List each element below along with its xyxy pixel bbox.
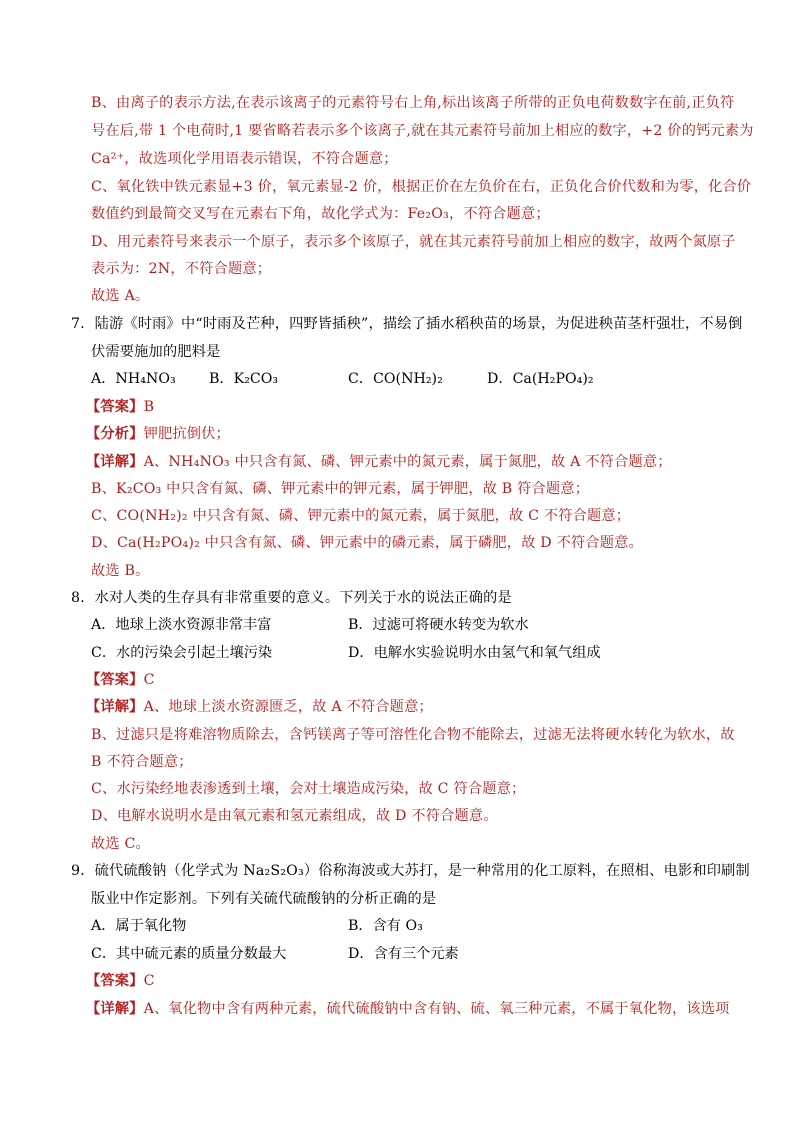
option-b: B．过滤可将硬水转变为软水 bbox=[348, 617, 529, 633]
text-line: 号在后,带 1 个电荷时,1 要省略若表示多个该离子,就在其元素符号前加上相应的数字，+2 价的钙元素为 bbox=[91, 123, 754, 139]
detail-tag: 【详解】 bbox=[86, 699, 144, 715]
detail-text: A、地球上淡水资源匮乏，故 A 不符合题意； bbox=[143, 699, 433, 715]
answer-line bbox=[86, 971, 155, 991]
text-line: C、水污染经地表渗透到土壤，会对土壤造成污染，故 C 符合题意； bbox=[91, 781, 526, 797]
answer-line bbox=[86, 397, 154, 417]
option-b: B．K₂CO₃ bbox=[209, 371, 279, 387]
option-a: A．地球上淡水资源非常丰富 bbox=[91, 617, 272, 633]
text-line: 数值约到最简交叉写在元素右下角，故化学式为：Fe₂O₃，不符合题意； bbox=[91, 206, 550, 222]
text-line: 故选 A。 bbox=[91, 288, 150, 304]
text-line: D、电解水说明水是由氧元素和氢元素组成，故 D 不符合题意。 bbox=[91, 808, 498, 824]
answer-value: C bbox=[143, 973, 155, 989]
answer-tag: 【答案】 bbox=[86, 973, 144, 989]
answer-tag: 【答案】 bbox=[86, 399, 144, 415]
option-a: A．属于氧化物 bbox=[91, 918, 187, 934]
text-line: B、K₂CO₃ 中只含有氮、磷、钾元素中的钾元素，属于钾肥，故 B 符合题意； bbox=[91, 481, 590, 497]
analysis-tag: 【分析】 bbox=[86, 426, 144, 442]
text-line: B 不符合题意； bbox=[91, 754, 193, 770]
option-c: C．其中硫元素的质量分数最大 bbox=[91, 946, 287, 962]
text-line: B、过滤只是将难溶物质除去，含钙镁离子等可溶性化合物不能除去，过滤无法将硬水转化为软水，故 bbox=[91, 727, 735, 743]
answer-value: C bbox=[143, 672, 155, 688]
text-line: 故选 C。 bbox=[91, 836, 150, 852]
analysis-line bbox=[86, 424, 230, 444]
detail-line bbox=[86, 452, 672, 472]
text-line: Ca²⁺，故选项化学用语表示错误，不符合题意； bbox=[91, 151, 398, 167]
question-7-stem: 7．陆游《时雨》中“时雨及芒种，四野皆插秧”，描绘了插水稻秧苗的场景，为促进秧苗茎杆强壮，不易倒 bbox=[71, 316, 743, 332]
question-8-stem: 8．水对人类的生存具有非常重要的意义。下列关于水的说法正确的是 bbox=[71, 590, 512, 606]
text-line: 表示为：2N，不符合题意； bbox=[91, 261, 272, 277]
detail-tag: 【详解】 bbox=[86, 454, 144, 470]
text-line: 故选 B。 bbox=[91, 563, 150, 579]
question-9-stem-cont: 版业中作定影剂。下列有关硫代硫酸钠的分析正确的是 bbox=[91, 891, 437, 907]
detail-text: A、NH₄NO₃ 中只含有氮、磷、钾元素中的氮元素，属于氮肥，故 A 不符合题意； bbox=[143, 454, 672, 470]
text-line: D、用元素符号来表示一个原子，表示多个该原子，就在其元素符号前加上相应的数字，故两个氮原子 bbox=[91, 234, 736, 250]
text-line: D、Ca(H₂PO₄)₂ 中只含有氮、磷、钾元素中的磷元素，属于磷肥，故 D 不符合题意。 bbox=[91, 535, 643, 551]
option-d: D．电解水实验说明水由氢气和氧气组成 bbox=[348, 645, 601, 661]
question-7-stem-cont: 伏需要施加的肥料是 bbox=[91, 344, 221, 360]
option-d: D．Ca(H₂PO₄)₂ bbox=[487, 371, 594, 387]
text-line: B、由离子的表示方法,在表示该离子的元素符号右上角,标出该离子所带的正负电荷数数字在前,正负符 bbox=[91, 95, 735, 111]
analysis-text: 钾肥抗倒伏； bbox=[143, 426, 230, 442]
option-b: B．含有 O₃ bbox=[348, 918, 423, 934]
detail-text: A、氧化物中含有两种元素，硫代硫酸钠中含有钠、硫、氧三种元素，不属于氧化物，该选项 bbox=[143, 1001, 730, 1017]
question-9-stem: 9．硫代硫酸钠（化学式为 Na₂S₂O₃）俗称海波或大苏打，是一种常用的化工原料，在照相、电影和印刷制 bbox=[71, 863, 750, 879]
option-c: C．水的污染会引起土壤污染 bbox=[91, 645, 273, 661]
answer-line bbox=[86, 670, 155, 690]
option-d: D．含有三个元素 bbox=[348, 946, 459, 962]
detail-line bbox=[86, 999, 730, 1019]
text-line: C、CO(NH₂)₂ 中只含有氮、磷、钾元素中的氮元素，属于氮肥，故 C 不符合题意； bbox=[91, 508, 631, 524]
option-a: A．NH₄NO₃ bbox=[91, 371, 176, 387]
answer-value: B bbox=[143, 399, 155, 415]
detail-line bbox=[86, 697, 433, 717]
answer-tag: 【答案】 bbox=[86, 672, 144, 688]
option-c: C．CO(NH₂)₂ bbox=[348, 371, 443, 387]
text-line: C、氧化铁中铁元素显+3 价，氧元素显-2 价，根据正价在左负价在右，正负化合价代数和为零，化合价 bbox=[91, 179, 752, 195]
detail-tag: 【详解】 bbox=[86, 1001, 144, 1017]
